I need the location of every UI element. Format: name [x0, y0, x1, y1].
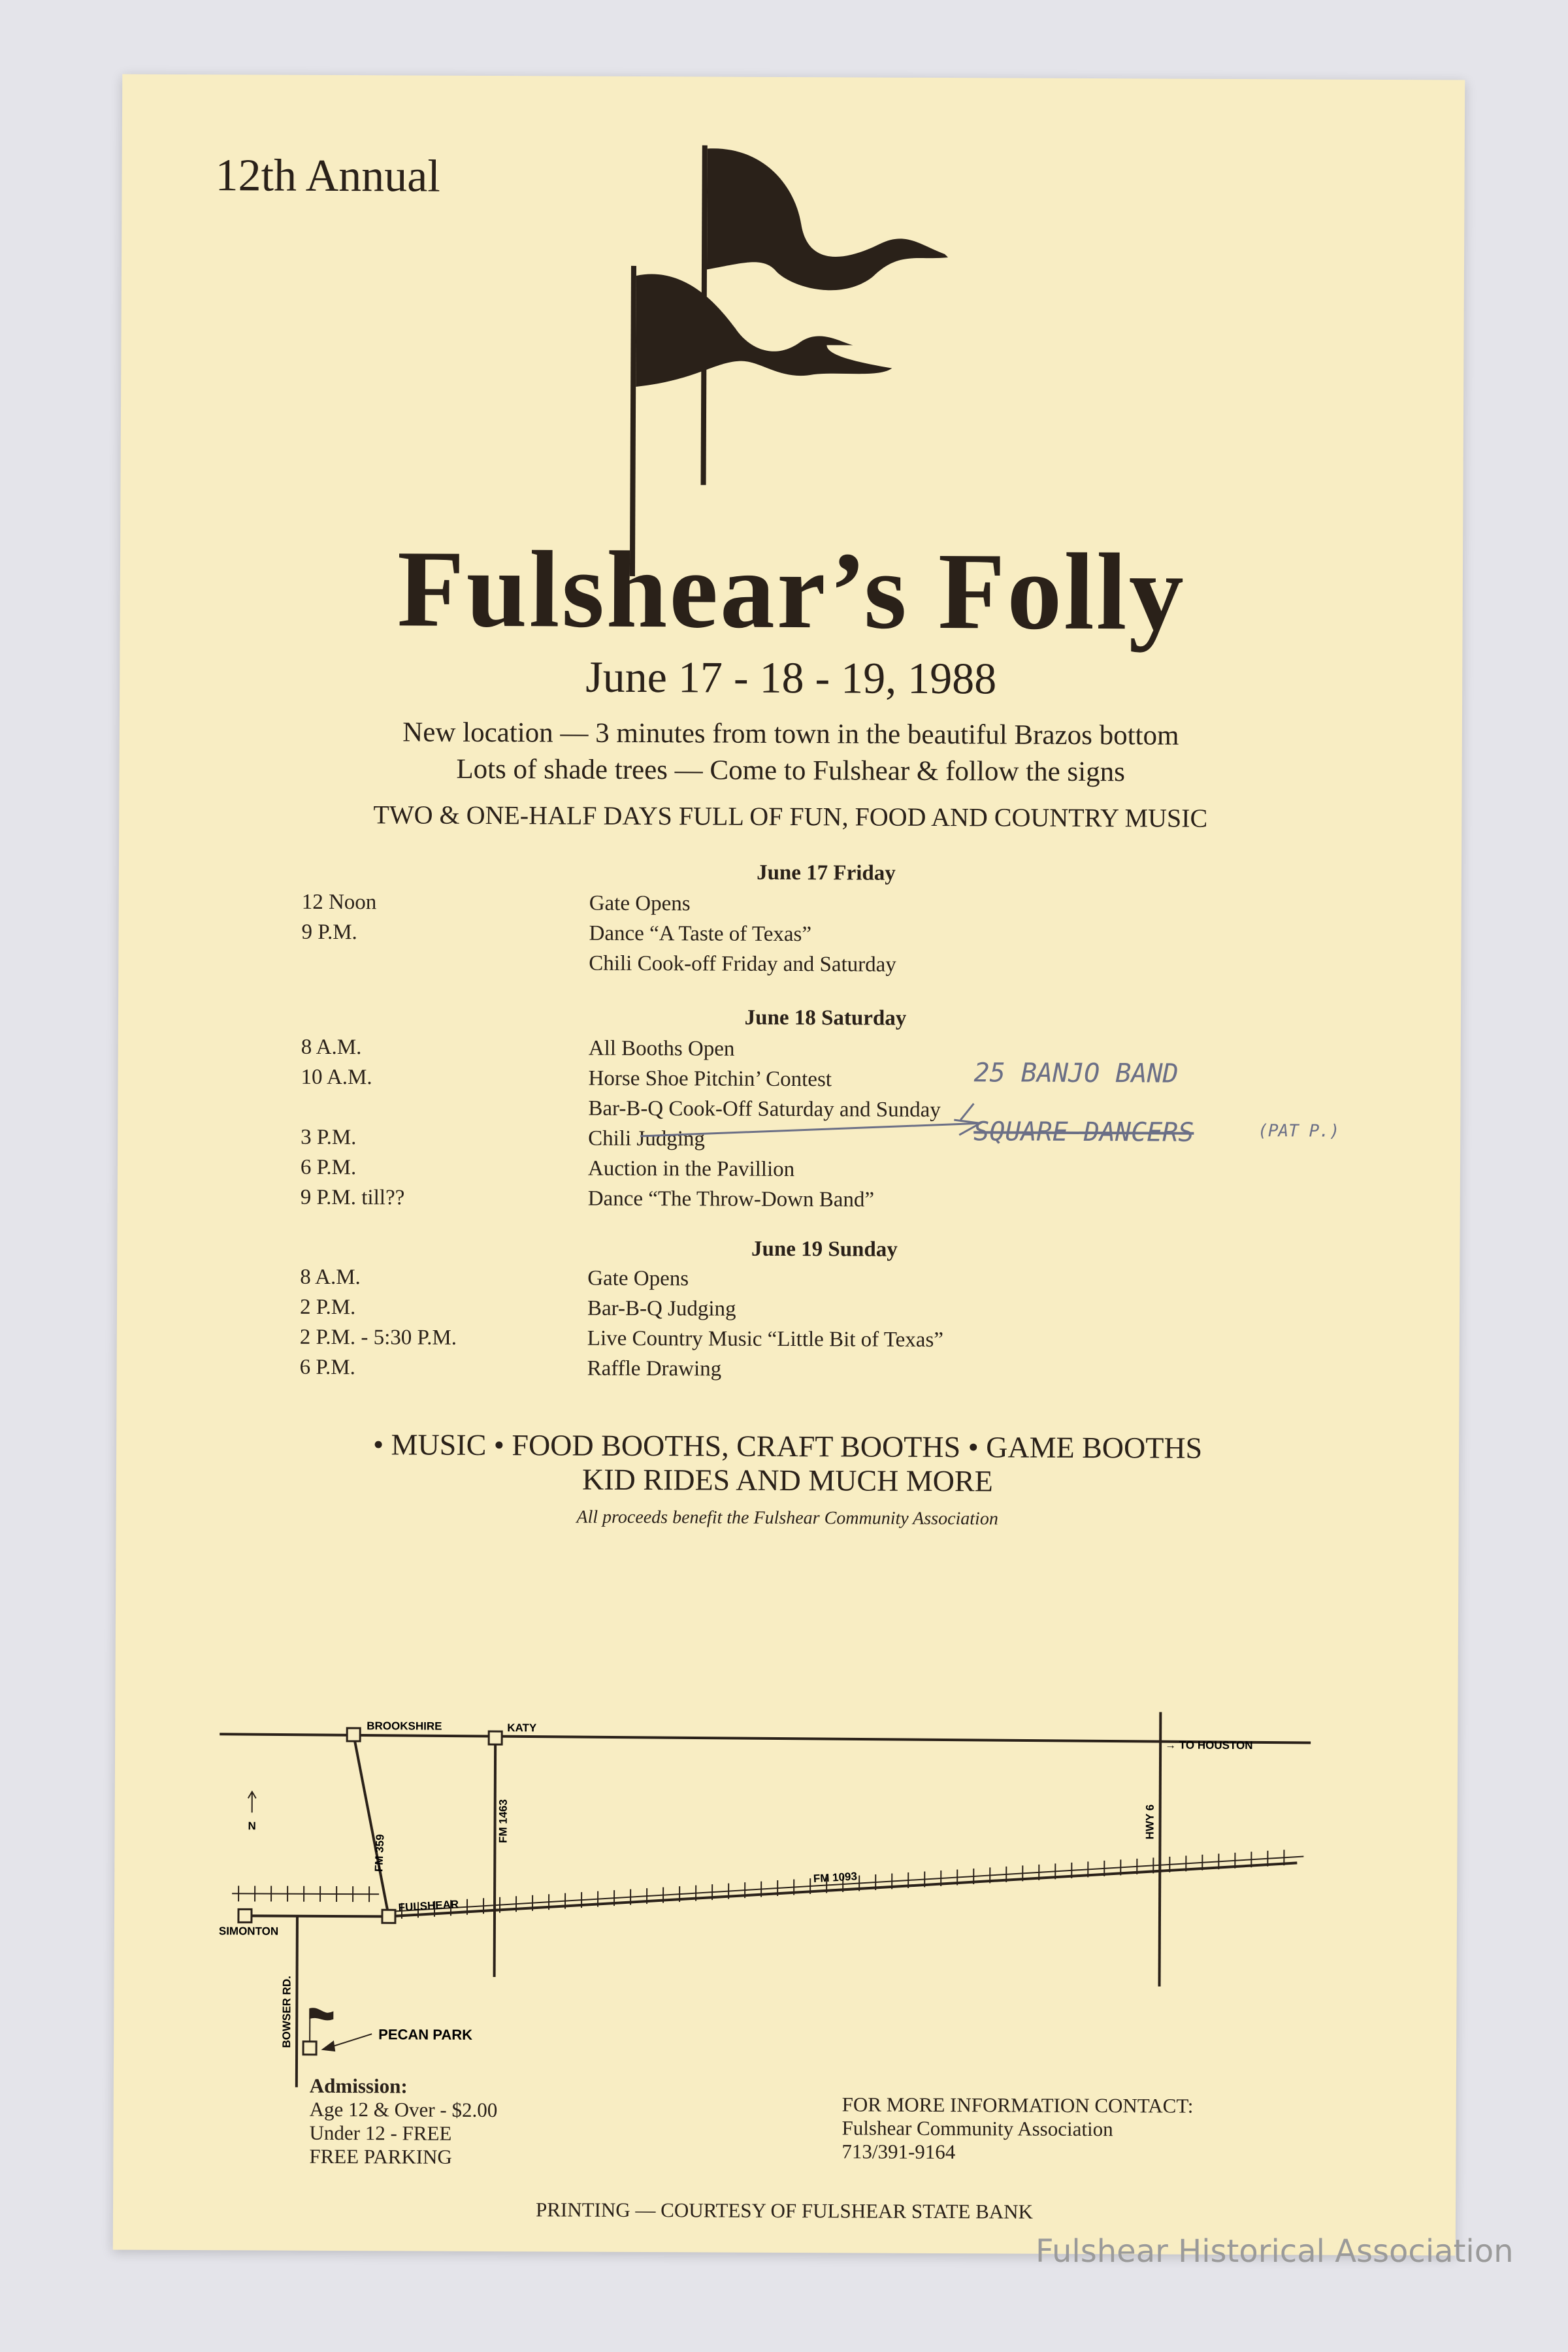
schedule-time: 6 P.M. — [299, 1355, 356, 1380]
admission-parking: FREE PARKING — [309, 2144, 452, 2168]
admission-info — [309, 2074, 497, 2169]
schedule-event: Live Country Music “Little Bit of Texas” — [587, 1326, 944, 1352]
map-label-bowser-rd: BOWSER RD. — [280, 1976, 293, 2048]
map-label-brookshire: BROOKSHIRE — [367, 1720, 442, 1733]
handwritten-note-dancers: SQUARE DANCERS — [973, 1117, 1194, 1148]
schedule-time: 2 P.M. - 5:30 P.M. — [299, 1325, 457, 1350]
tagline: TWO & ONE-HALF DAYS FULL OF FUN, FOOD AND COUNTRY MUSIC — [373, 800, 1208, 833]
schedule-event: All Booths Open — [588, 1036, 735, 1061]
schedule-time: 3 P.M. — [301, 1125, 357, 1150]
schedule-time: 9 P.M. till?? — [300, 1185, 405, 1210]
schedule-time: 2 P.M. — [299, 1295, 356, 1320]
admission-child: Under 12 - FREE — [309, 2121, 452, 2145]
schedule-time — [301, 1096, 575, 1097]
flags-logo-icon — [486, 144, 998, 591]
map-label-fm1463: FM 1463 — [497, 1799, 510, 1844]
map-label-to-houston: → TO HOUSTON — [1165, 1739, 1253, 1752]
map-label-katy: KATY — [507, 1722, 537, 1735]
contact-heading: FOR MORE INFORMATION CONTACT: — [841, 2093, 1194, 2117]
map-label-north: N — [248, 1820, 256, 1833]
map-label-simonton: SIMONTON — [218, 1925, 279, 1938]
handwritten-note-pat: (PAT P.) — [1258, 1121, 1340, 1141]
event-dates: June 17 - 18 - 19, 1988 — [585, 651, 997, 704]
schedule-time: 12 Noon — [301, 890, 377, 915]
proceeds-note: All proceeds benefit the Fulshear Community Association — [576, 1507, 998, 1529]
schedule-time: 10 A.M. — [301, 1065, 372, 1090]
description-line-2: Lots of shade trees — Come to Fulshear & follow the signs — [456, 753, 1125, 788]
schedule-event: Gate Opens — [589, 891, 691, 916]
schedule-event: Bar-B-Q Judging — [587, 1296, 736, 1321]
admission-adult: Age 12 & Over - $2.00 — [309, 2097, 498, 2122]
highlights — [116, 1427, 1459, 1501]
page-title: Fulshear’s Folly — [397, 528, 1186, 653]
contact-phone: 713/391-9164 — [841, 2140, 956, 2164]
schedule-event: Horse Shoe Pitchin’ Contest — [588, 1066, 832, 1092]
schedule-event: Dance “A Taste of Texas” — [589, 921, 812, 947]
map-label-hwy6: HWY 6 — [1143, 1804, 1156, 1840]
day-heading-saturday: June 18 Saturday — [744, 1005, 907, 1030]
directions-map — [218, 1616, 1331, 2048]
schedule-time: 6 P.M. — [300, 1155, 357, 1180]
printing-credit: PRINTING — COURTESY OF FULSHEAR STATE BANK — [535, 2198, 1034, 2223]
day-heading-friday: June 17 Friday — [757, 860, 896, 885]
highlights-line-1: • MUSIC • FOOD BOOTHS, CRAFT BOOTHS • GAME BOOTHS — [372, 1428, 1203, 1465]
map-label-pecan-park: PECAN PARK — [378, 2026, 473, 2043]
schedule-event: Bar-B-Q Cook-Off Saturday and Sunday — [588, 1096, 941, 1122]
map-label-fm359: FM 359 — [372, 1834, 387, 1872]
schedule-time: 9 P.M. — [301, 920, 357, 945]
schedule-event: Chili Cook-off Friday and Saturday — [589, 951, 896, 977]
watermark: Fulshear Historical Association — [1036, 2233, 1514, 2270]
schedule-event: Raffle Drawing — [587, 1356, 722, 1381]
highlights-line-2: KID RIDES AND MUCH MORE — [581, 1462, 993, 1498]
schedule-event: Chili Judging — [588, 1126, 706, 1151]
handwritten-note-banjo: 25 BANJO BAND — [973, 1058, 1179, 1089]
day-heading-sunday: June 19 Sunday — [751, 1237, 898, 1262]
map-label-fm1093: FM 1093 — [813, 1870, 858, 1886]
schedule-event: Dance “The Throw-Down Band” — [587, 1186, 875, 1212]
contact-org: Fulshear Community Association — [841, 2116, 1113, 2141]
admission-heading: Admission: — [309, 2074, 408, 2098]
flyer — [113, 74, 1465, 2256]
annual-label: 12th Annual — [215, 150, 440, 202]
schedule-time — [301, 951, 576, 952]
contact-info — [841, 2093, 1193, 2164]
schedule-time: 8 A.M. — [301, 1035, 362, 1060]
map-label-fulshear: FULSHEAR — [398, 1898, 459, 1914]
handwritten-arrow-icon — [614, 1096, 1006, 1150]
description — [120, 713, 1462, 792]
schedule-event: Gate Opens — [587, 1266, 689, 1291]
schedule-time: 8 A.M. — [300, 1265, 361, 1290]
description-line-1: New location — 3 minutes from town in the beautiful Brazos bottom — [402, 717, 1179, 751]
schedule-event: Auction in the Pavillion — [587, 1156, 795, 1182]
